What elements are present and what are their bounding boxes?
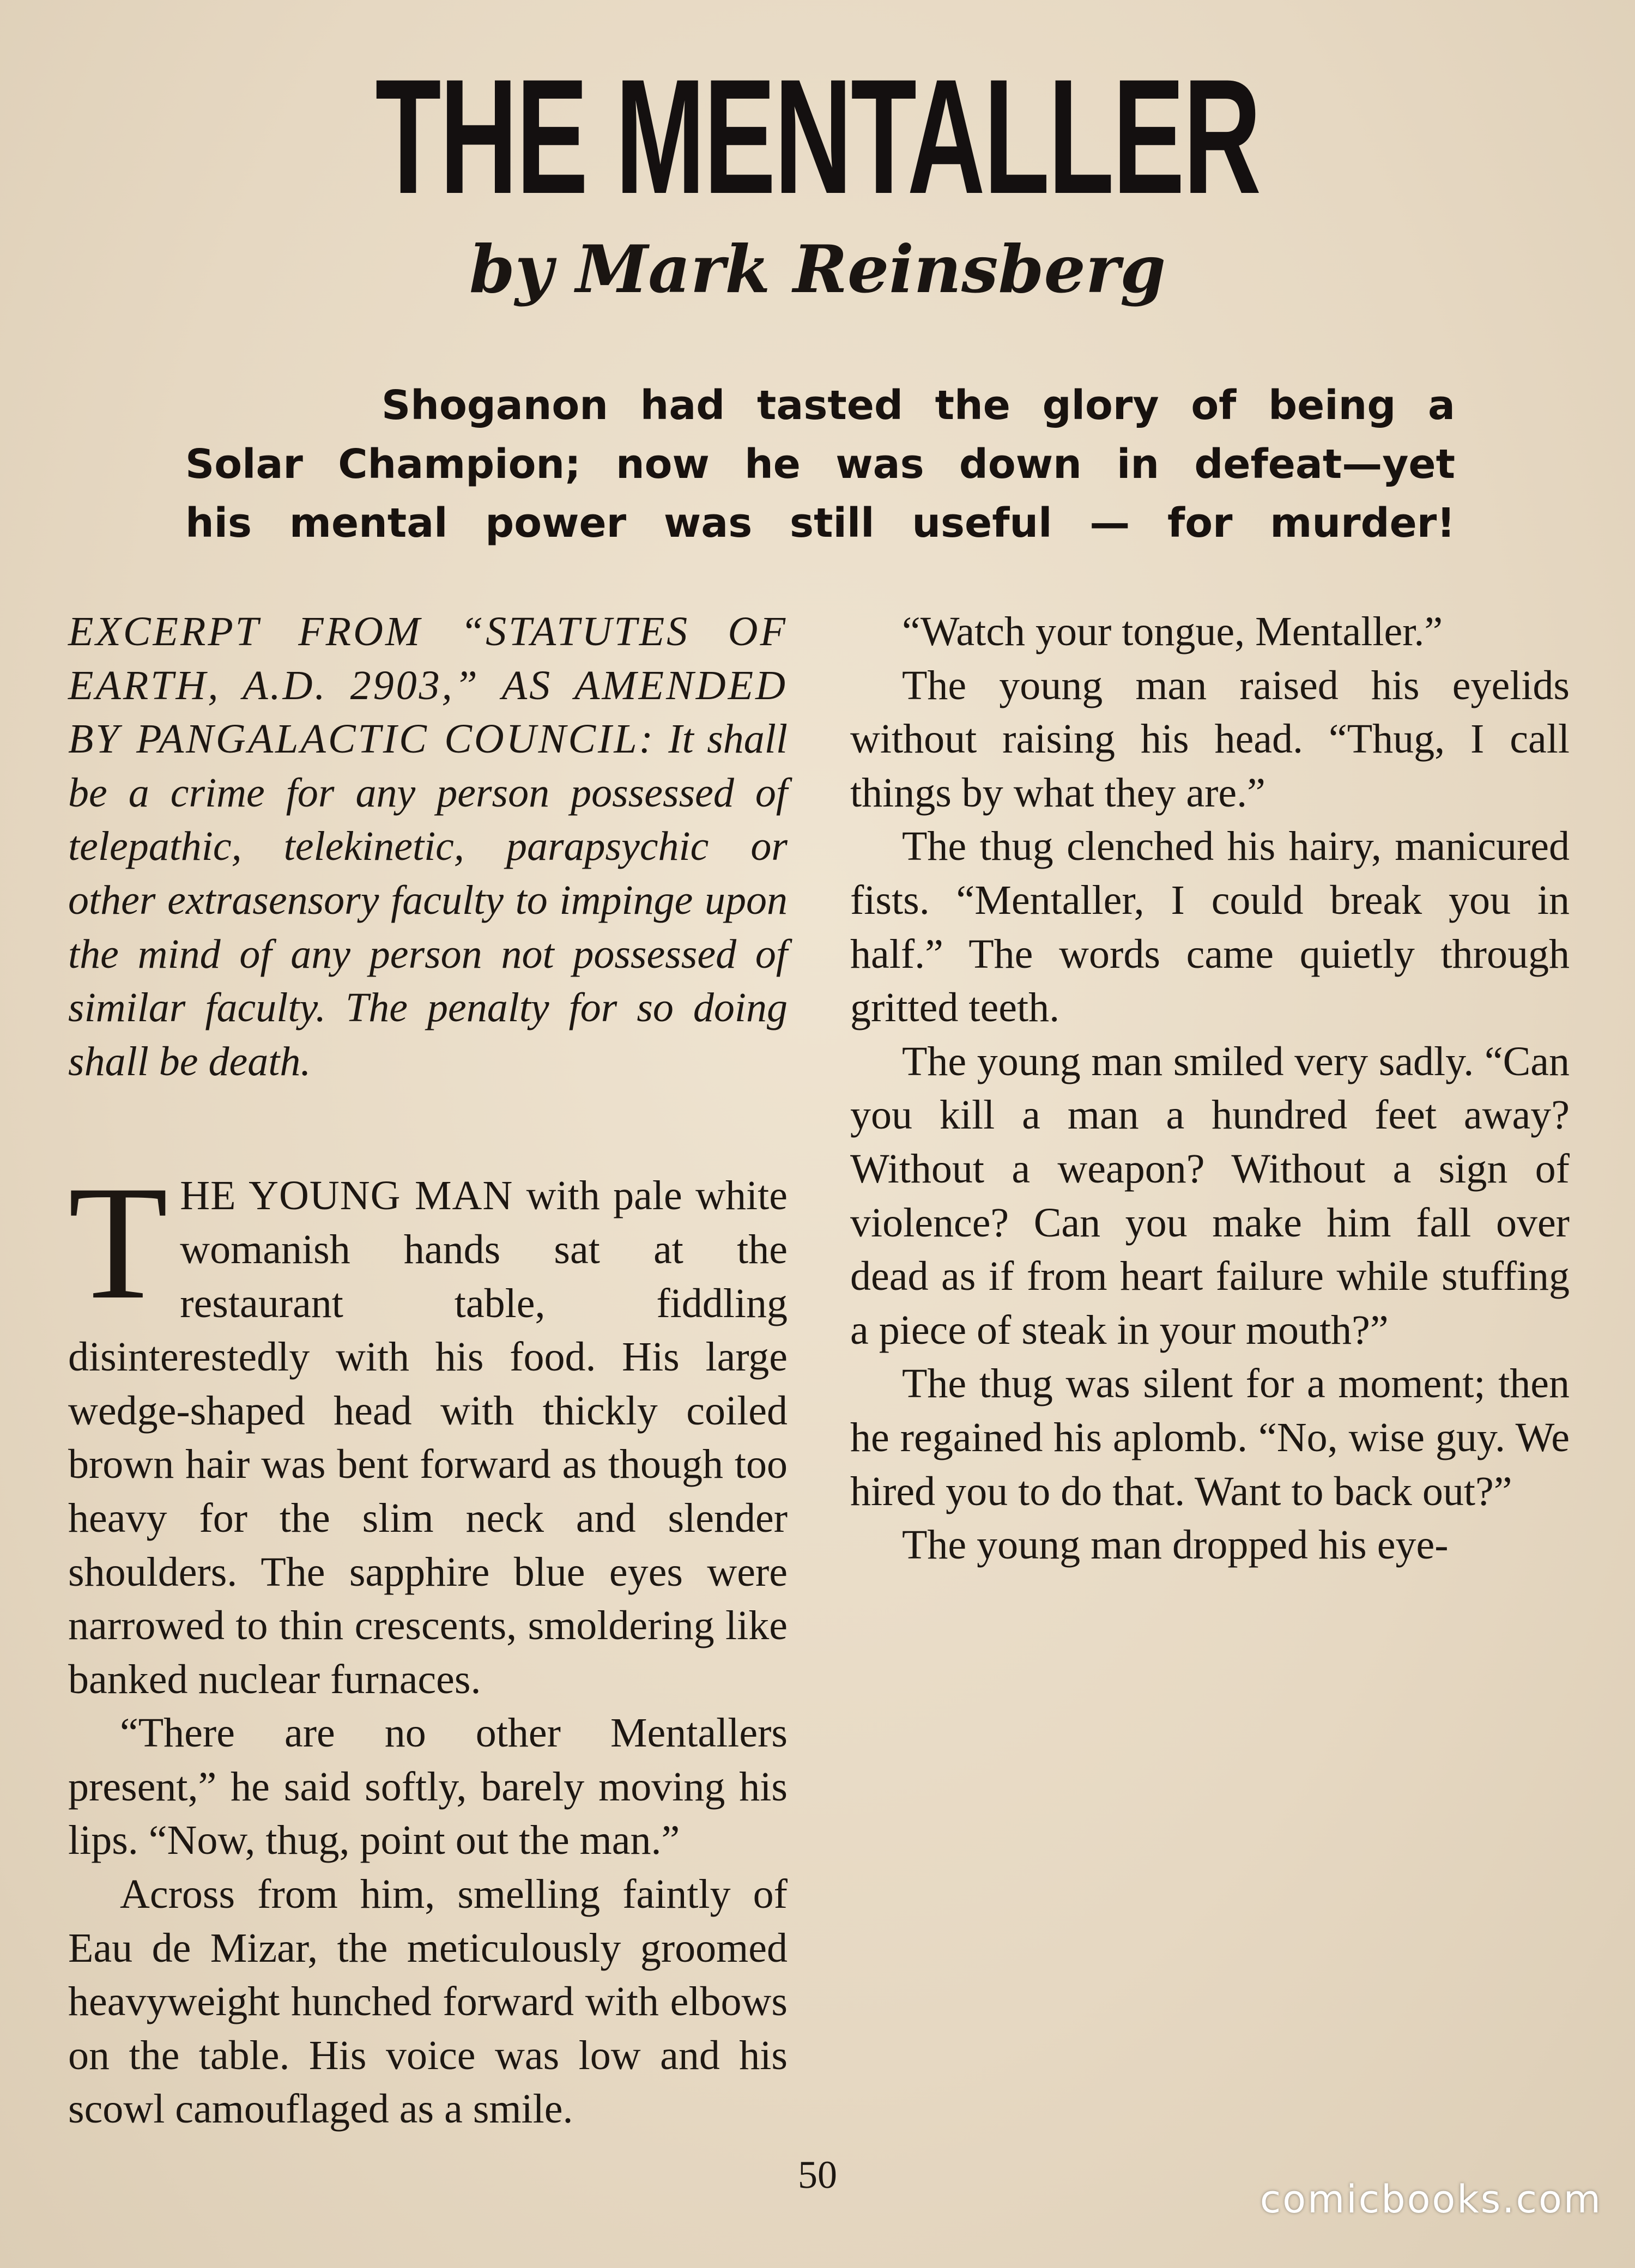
paragraph: The thug was silent for a moment; then he regained his aplomb. “No, wise guy. We hired you to do that. Want to back out?” — [850, 1361, 1570, 1514]
statute-excerpt — [68, 605, 788, 1088]
paragraph: The young man smiled very sadly. “Can you kill a man a hundred feet away? Without a weapon? Without a sign of violence? Can you make him fall over dead as if from heart failure while stuffing a piece of steak in your mouth?” — [850, 1038, 1570, 1353]
paragraph — [68, 1152, 788, 1706]
paragraph: The young man dropped his eye- — [902, 1522, 1449, 1568]
blurb-line: Shoganon had tasted the glory of being a — [382, 382, 1455, 429]
drop-cap: T — [68, 1152, 168, 1333]
blurb-line: Solar Champion; now he was down in defeat—yet — [185, 441, 1455, 488]
right-column — [850, 605, 1570, 1572]
watermark: comicbooks.com — [1259, 2177, 1602, 2222]
page-number: 50 — [798, 2153, 837, 2197]
story-title: THE MENTALLER — [375, 45, 1260, 228]
paragraph: “There are no other Mentallers present,” he said softly, barely moving his lips. “Now, thug, point out the man.” — [68, 1710, 788, 1864]
paragraph: The thug clenched his hairy, manicured fists. “Mentaller, I could break you in half.” The words came quietly through gritted teeth. — [850, 823, 1570, 1031]
paragraph: The young man raised his eyelids without raising his head. “Thug, I call things by what they are.” — [850, 662, 1570, 816]
opening-caps: HE YOUNG MAN — [180, 1173, 513, 1219]
excerpt-heading: EXCERPT FROM “STATUTES OF EARTH, A.D. 2903,” AS AMENDED BY PANGALACTIC COUNCIL: — [68, 609, 788, 762]
excerpt-body: It shall be a crime for any person possessed of telepathic, telekinetic, parapsychic or other extrasensory faculty to impinge upon the mind of any person not possessed of similar faculty. The penalty for so doing shall be death. — [68, 716, 788, 1084]
left-column — [68, 605, 788, 2136]
paragraph-text: with pale white womanish hands sat at the restaurant table, fiddling disinterestedly with his food. His large wedge-shaped head with thickly coiled brown hair was bent forward as though too heavy for the slim neck and slender shoulders. The sapphire blue eyes were narrowed to thin crescents, smoldering like banked nuclear furnaces. — [68, 1173, 788, 1702]
story-blurb — [185, 376, 1455, 553]
paragraph: “Watch your tongue, Mentaller.” — [902, 609, 1443, 654]
blurb-line: his mental power was still useful — for murder! — [185, 500, 1455, 547]
paragraph: Across from him, smelling faintly of Eau de Mizar, the meticulously groomed heavyweight hunched forward with elbows on the table. His voice was low and his scowl camouflaged as a smile. — [68, 1871, 788, 2132]
byline: by Mark Reinsberg — [469, 231, 1166, 308]
